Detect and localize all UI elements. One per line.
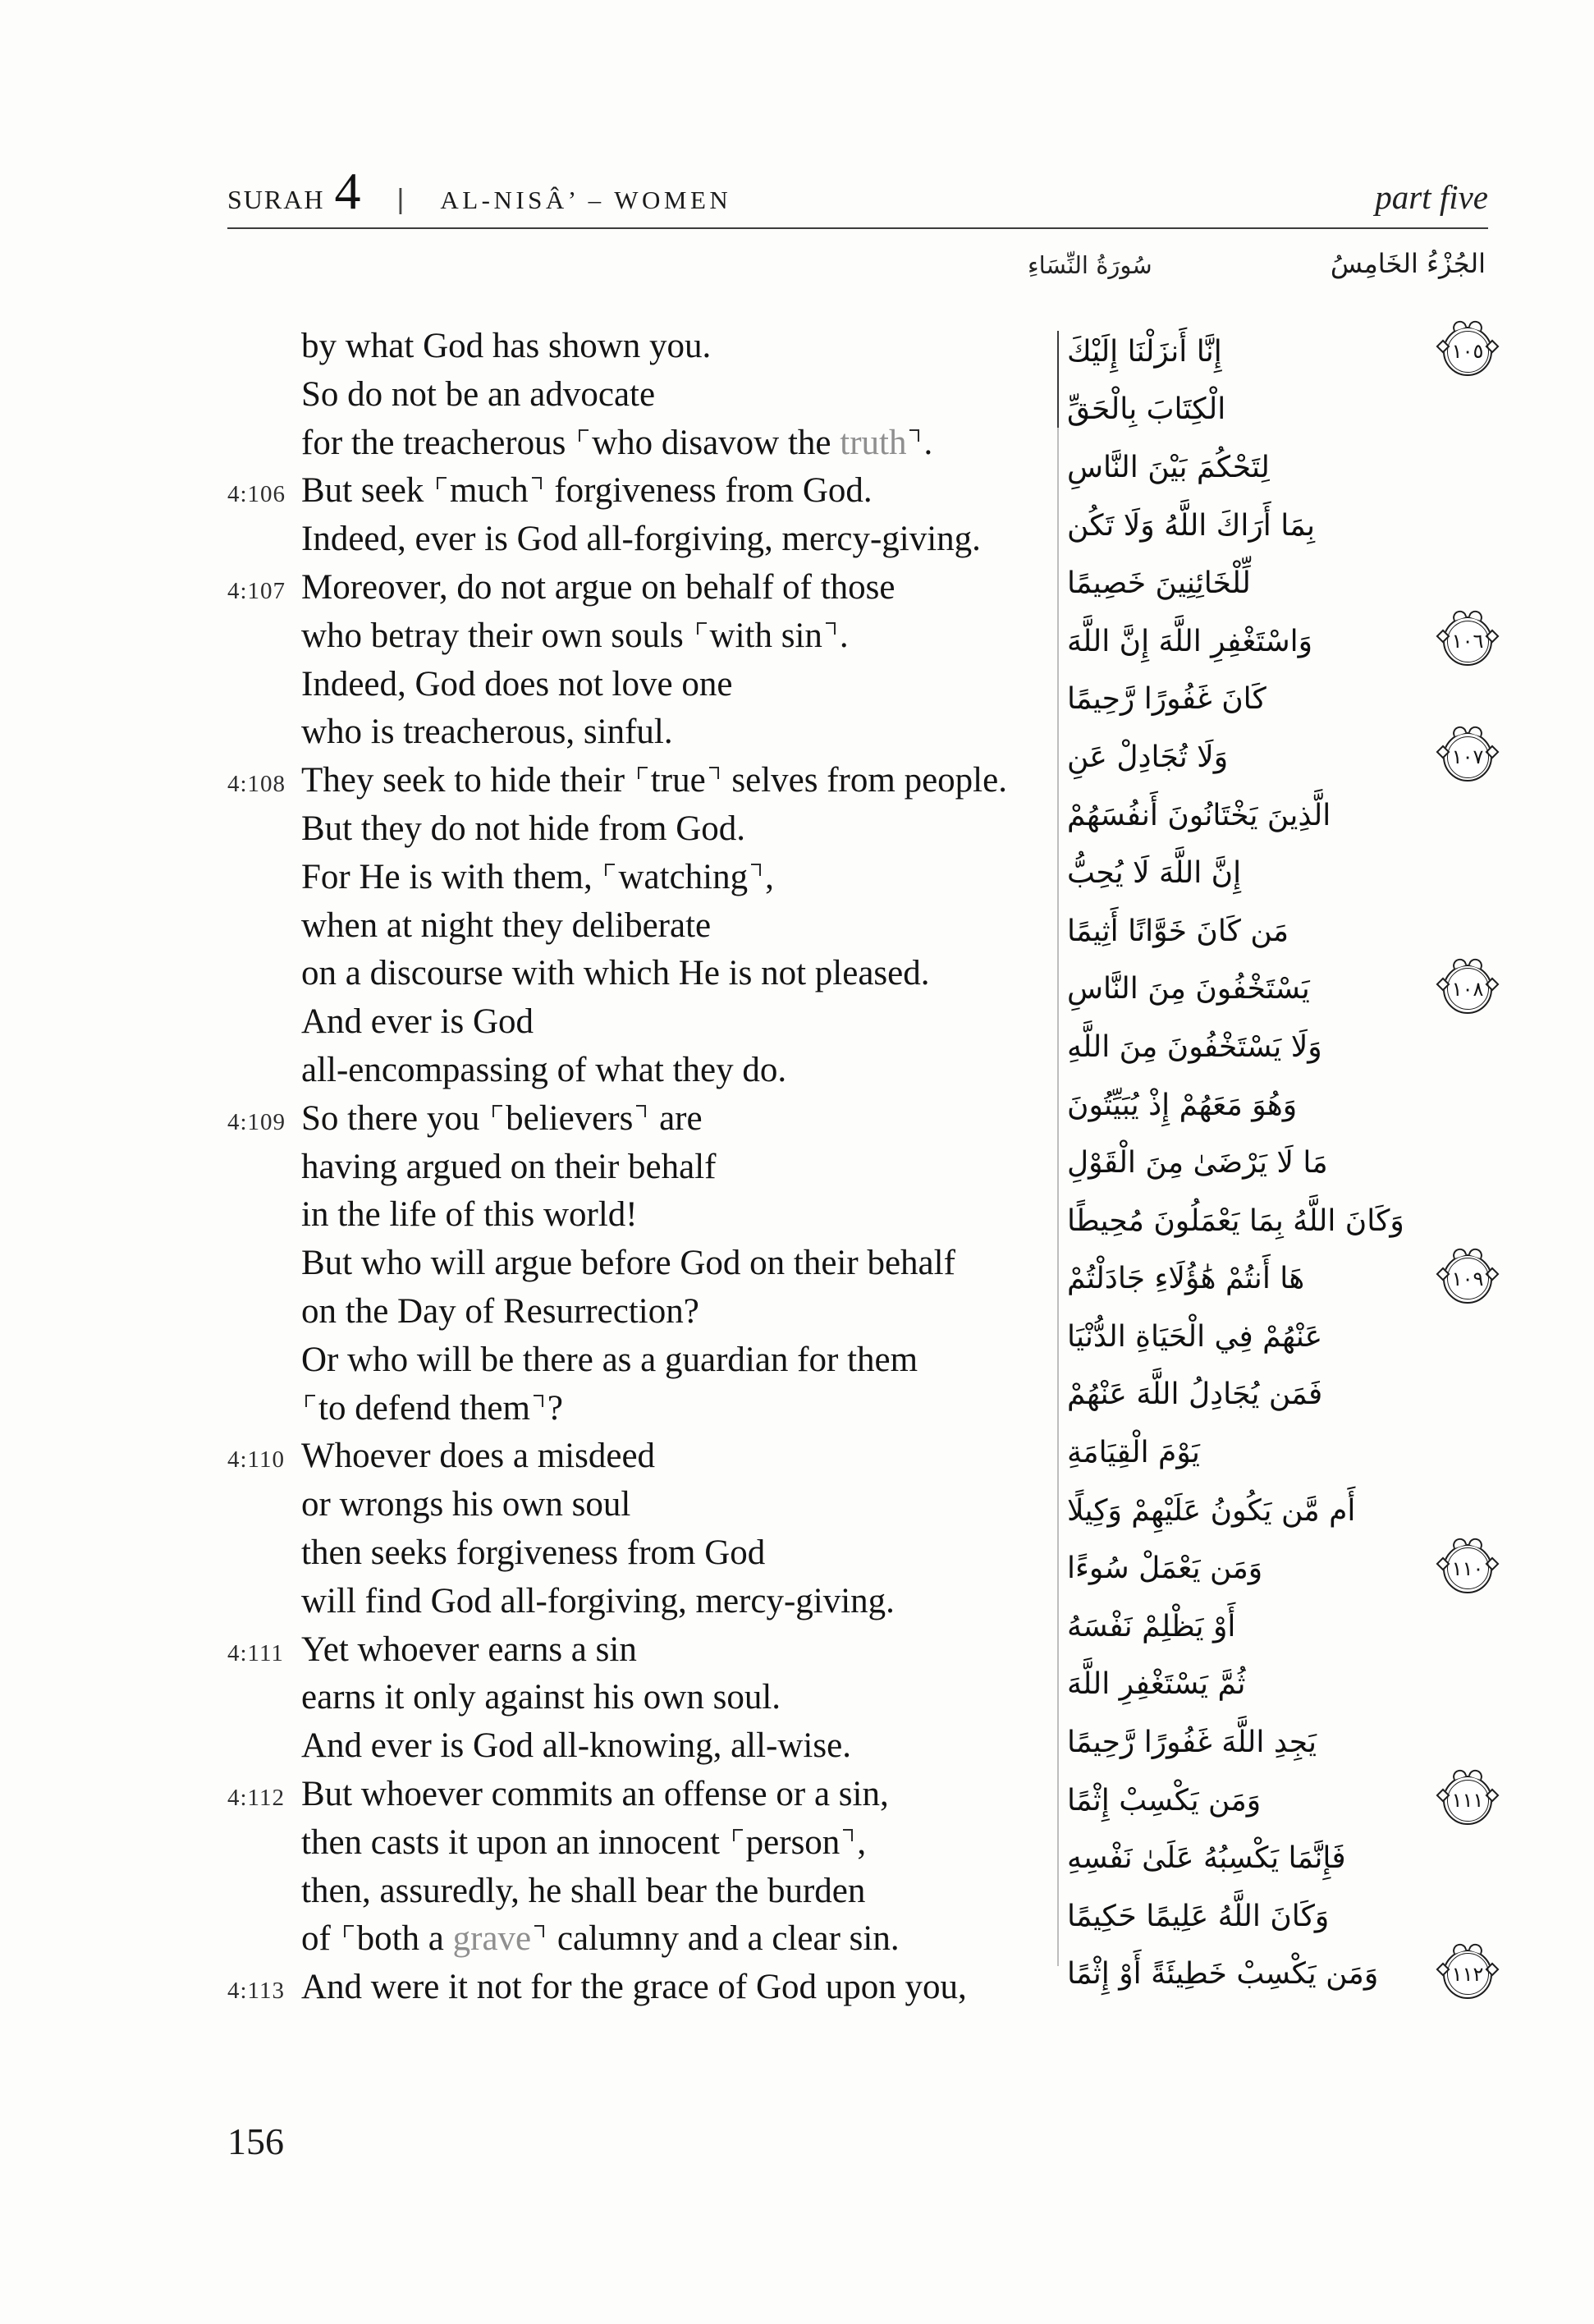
arabic-text: الَّذِينَ يَخْتَانُونَ أَنفُسَهُمْ bbox=[1067, 798, 1331, 832]
english-text bbox=[301, 1291, 699, 1332]
english-line bbox=[227, 1533, 1056, 1581]
text-segment: by what God has shown you. bbox=[301, 327, 712, 365]
half-bracket-open bbox=[305, 1395, 315, 1407]
english-line bbox=[227, 953, 1056, 1002]
text-segment: But who will argue before God on their behalf bbox=[301, 1244, 955, 1283]
half-bracket-open bbox=[492, 1105, 502, 1117]
english-text bbox=[301, 953, 929, 993]
english-text bbox=[301, 1677, 781, 1717]
arabic-line bbox=[1067, 1192, 1404, 1250]
verse-number: 4:108 bbox=[227, 771, 286, 798]
text-segment: both a bbox=[356, 1919, 453, 1959]
english-text bbox=[301, 1967, 967, 2007]
english-line bbox=[227, 423, 1056, 471]
english-text bbox=[301, 1918, 900, 1959]
part-label: part five bbox=[1375, 178, 1488, 216]
half-bracket-close bbox=[534, 1395, 543, 1407]
arabic-line bbox=[1067, 1597, 1372, 1656]
english-text bbox=[301, 1194, 638, 1235]
arabic-line bbox=[1067, 1482, 1372, 1540]
surah-label: SURAH bbox=[227, 185, 325, 214]
english-line bbox=[227, 1291, 1056, 1340]
english-line bbox=[227, 1388, 1056, 1437]
arabic-line bbox=[1067, 1887, 1372, 1946]
arabic-line bbox=[1067, 1250, 1484, 1309]
verse-number: 4:107 bbox=[227, 577, 286, 604]
english-text bbox=[301, 712, 673, 752]
english-line bbox=[227, 1002, 1056, 1050]
arabic-text: الْكِتَابَ بِالْحَقِّ bbox=[1067, 392, 1226, 427]
text-segment: Yet whoever earns a sin bbox=[301, 1630, 637, 1669]
english-line bbox=[227, 567, 1056, 616]
half-bracket-close bbox=[909, 429, 919, 442]
english-line bbox=[227, 905, 1056, 954]
text-segment: believers bbox=[506, 1098, 634, 1138]
text-segment: Indeed, God does not love one bbox=[301, 664, 733, 704]
english-line bbox=[227, 1871, 1056, 1919]
arabic-surah-title: سُورَةُ النِّسَاءِ bbox=[1028, 251, 1152, 279]
english-text bbox=[301, 1147, 716, 1187]
arabic-text: وَكَانَ اللَّهُ عَلِيمًا حَكِيمًا bbox=[1067, 1899, 1330, 1933]
arabic-line bbox=[1067, 497, 1372, 555]
arabic-text: فَمَن يُجَادِلُ اللَّهَ عَنْهُمْ bbox=[1067, 1377, 1323, 1412]
header-rule bbox=[227, 227, 1488, 229]
arabic-text: لِّلْخَائِنِينَ خَصِيمًا bbox=[1067, 566, 1251, 601]
text-segment: So do not be an advocate bbox=[301, 374, 656, 414]
english-text bbox=[301, 1002, 534, 1042]
arabic-line bbox=[1067, 844, 1372, 902]
text-segment: For He is with them, bbox=[301, 857, 602, 896]
english-text bbox=[301, 1774, 889, 1814]
half-bracket-open bbox=[579, 429, 589, 442]
text-segment: then casts it upon an innocent bbox=[301, 1822, 729, 1862]
half-bracket-close bbox=[709, 767, 719, 779]
arabic-text: وَكَانَ اللَّهُ بِمَا يَعْمَلُونَ مُحِيطًا bbox=[1067, 1203, 1404, 1238]
arabic-line bbox=[1067, 381, 1372, 439]
arabic-text: يَجِدِ اللَّهَ غَفُورًا رَّحِيمًا bbox=[1067, 1726, 1317, 1760]
arabic-text: هَا أَنتُمْ هَٰؤُلَاءِ جَادَلْتُمْ bbox=[1067, 1262, 1305, 1296]
arabic-column bbox=[1067, 323, 1484, 2003]
verse-medallion bbox=[1443, 965, 1492, 1014]
english-text bbox=[301, 1436, 655, 1476]
medallion-number: ١١٢ bbox=[1451, 1962, 1484, 1986]
english-text bbox=[301, 1098, 703, 1139]
english-text bbox=[301, 857, 774, 897]
text-segment: all-encompassing of what they do. bbox=[301, 1050, 787, 1089]
half-bracket-close bbox=[843, 1829, 853, 1841]
arabic-text: أَوْ يَظْلِمْ نَفْسَهُ bbox=[1067, 1609, 1236, 1643]
text-segment: Whoever does a misdeed bbox=[301, 1437, 656, 1476]
text-segment: to defend them bbox=[318, 1388, 530, 1428]
half-bracket-open bbox=[733, 1829, 743, 1841]
arabic-text: وَمَن يَعْمَلْ سُوءًا bbox=[1067, 1552, 1263, 1586]
text-segment: who is treacherous, sinful. bbox=[301, 713, 673, 752]
verse-medallion bbox=[1443, 732, 1492, 782]
half-bracket-close bbox=[534, 1925, 544, 1937]
text-segment: forgiveness from God. bbox=[545, 471, 873, 511]
medallion-number: ١٠٩ bbox=[1451, 1267, 1484, 1290]
english-line bbox=[227, 857, 1056, 905]
arabic-text: عَنْهُمْ فِي الْحَيَاةِ الدُّنْيَا bbox=[1067, 1319, 1323, 1354]
arabic-line bbox=[1067, 323, 1484, 381]
text-segment: having argued on their behalf bbox=[301, 1147, 717, 1186]
english-line bbox=[227, 712, 1056, 760]
page-number: 156 bbox=[227, 2120, 284, 2162]
english-line bbox=[227, 1774, 1056, 1822]
text-segment: then seeks forgiveness from God bbox=[301, 1533, 766, 1572]
text-segment: So there you bbox=[301, 1098, 489, 1138]
english-text bbox=[301, 470, 873, 511]
english-text bbox=[301, 423, 932, 463]
arabic-line bbox=[1067, 1946, 1484, 2004]
arabic-line bbox=[1067, 1134, 1372, 1192]
text-segment: ? bbox=[547, 1388, 564, 1428]
arabic-text: مَن كَانَ خَوَّانًا أَثِيمًا bbox=[1067, 914, 1289, 948]
arabic-text: إِنَّا أَنزَلْنَا إِلَيْكَ bbox=[1067, 334, 1222, 369]
english-line bbox=[227, 1918, 1056, 1967]
text-segment: much bbox=[450, 471, 529, 511]
english-line bbox=[227, 1726, 1056, 1774]
arabic-line bbox=[1067, 1076, 1372, 1134]
text-segment: who betray their own souls bbox=[301, 616, 693, 655]
text-segment: then, assuredly, he shall bear the burden bbox=[301, 1871, 866, 1910]
verse-medallion bbox=[1443, 1544, 1492, 1593]
text-segment: of bbox=[301, 1919, 340, 1959]
english-text bbox=[301, 616, 849, 656]
english-line bbox=[227, 374, 1056, 423]
english-line bbox=[227, 326, 1056, 374]
text-segment: for the treacherous bbox=[301, 423, 575, 462]
english-text bbox=[301, 1484, 630, 1524]
english-text bbox=[301, 809, 745, 849]
english-text bbox=[301, 1822, 866, 1863]
surah-number: 4 bbox=[334, 162, 361, 220]
text-segment: true bbox=[650, 761, 706, 800]
english-column bbox=[227, 326, 1056, 2015]
verse-medallion bbox=[1443, 1254, 1492, 1304]
arabic-line bbox=[1067, 960, 1484, 1019]
verse-number: 4:112 bbox=[227, 1784, 285, 1811]
header-separator: | bbox=[396, 184, 405, 215]
gray-word: truth bbox=[840, 423, 907, 462]
arabic-line bbox=[1067, 1308, 1372, 1366]
english-text bbox=[301, 1533, 765, 1573]
english-line bbox=[227, 1050, 1056, 1098]
text-segment: And ever is God all-knowing, all-wise. bbox=[301, 1726, 851, 1766]
verse-medallion bbox=[1443, 1950, 1492, 1999]
verse-number: 4:113 bbox=[227, 1978, 285, 2005]
english-line bbox=[227, 1822, 1056, 1871]
arabic-line bbox=[1067, 786, 1372, 845]
english-text bbox=[301, 760, 1007, 800]
verse-medallion bbox=[1443, 1776, 1492, 1825]
arabic-text: ثُمَّ يَسْتَغْفِرِ اللَّهَ bbox=[1067, 1667, 1246, 1702]
arabic-text: وَمَن يَكْسِبْ إِثْمًا bbox=[1067, 1783, 1262, 1817]
arabic-text: وَاسْتَغْفِرِ اللَّهَ إِنَّ اللَّهَ bbox=[1067, 624, 1313, 658]
half-bracket-open bbox=[638, 767, 648, 779]
text-segment: are bbox=[650, 1098, 703, 1138]
english-text bbox=[301, 1050, 786, 1090]
text-segment: selves from people. bbox=[722, 761, 1007, 800]
arabic-line bbox=[1067, 1772, 1484, 1830]
medallion-number: ١٠٨ bbox=[1451, 977, 1484, 1001]
half-bracket-open bbox=[344, 1925, 354, 1937]
page-header bbox=[227, 161, 1488, 222]
surah-name: AL-NISÂ’ – WOMEN bbox=[440, 186, 732, 214]
verse-number: 4:111 bbox=[227, 1639, 284, 1666]
english-text bbox=[301, 1630, 637, 1670]
text-segment: will find God all-forgiving, mercy-giving. bbox=[301, 1581, 895, 1620]
half-bracket-open bbox=[437, 477, 447, 489]
text-segment: They seek to hide their bbox=[301, 761, 634, 800]
text-segment: person bbox=[745, 1822, 841, 1862]
english-line bbox=[227, 1967, 1056, 2015]
arabic-text: وَلَا تُجَادِلْ عَنِ bbox=[1067, 740, 1229, 774]
english-text bbox=[301, 567, 895, 607]
english-text bbox=[301, 905, 711, 946]
arabic-line bbox=[1067, 728, 1484, 786]
arabic-text: بِمَا أَرَاكَ اللَّهُ وَلَا تَكُن bbox=[1067, 508, 1316, 543]
medallion-number: ١٠٧ bbox=[1451, 745, 1484, 769]
english-line bbox=[227, 470, 1056, 519]
verse-number: 4:106 bbox=[227, 481, 286, 508]
arabic-text: وَمَن يَكْسِبْ خَطِيئَةً أَوْ إِثْمًا bbox=[1067, 1957, 1379, 1992]
verse-number: 4:109 bbox=[227, 1108, 286, 1135]
text-segment: And ever is God bbox=[301, 1002, 534, 1042]
english-text bbox=[301, 519, 981, 559]
text-segment: when at night they deliberate bbox=[301, 905, 712, 945]
arabic-text: فَإِنَّمَا يَكْسِبُهُ عَلَىٰ نَفْسِهِ bbox=[1067, 1841, 1346, 1876]
arabic-text: لِتَحْكُمَ بَيْنَ النَّاسِ bbox=[1067, 450, 1270, 484]
half-bracket-open bbox=[605, 864, 615, 876]
arabic-text: وَلَا يَسْتَخْفُونَ مِنَ اللَّهِ bbox=[1067, 1029, 1322, 1064]
text-segment: in the life of this world! bbox=[301, 1195, 638, 1235]
arabic-line bbox=[1067, 1656, 1372, 1714]
half-bracket-close bbox=[532, 477, 542, 489]
medallion-number: ١١١ bbox=[1451, 1789, 1484, 1813]
english-text bbox=[301, 1243, 955, 1283]
text-segment: on a discourse with which He is not pleased. bbox=[301, 954, 930, 993]
medallion-number: ١٠٦ bbox=[1451, 630, 1484, 653]
english-line bbox=[227, 519, 1056, 567]
half-bracket-close bbox=[826, 622, 836, 635]
text-segment: But seek bbox=[301, 471, 433, 511]
verse-medallion bbox=[1443, 327, 1492, 376]
arabic-text: يَسْتَخْفُونَ مِنَ النَّاسِ bbox=[1067, 972, 1310, 1006]
arabic-text: يَوْمَ الْقِيَامَةِ bbox=[1067, 1436, 1200, 1470]
verse-number: 4:110 bbox=[227, 1446, 285, 1474]
arabic-line bbox=[1067, 438, 1372, 497]
english-line bbox=[227, 1147, 1056, 1195]
arabic-line bbox=[1067, 902, 1372, 960]
half-bracket-open bbox=[697, 622, 707, 635]
arabic-line bbox=[1067, 671, 1372, 729]
english-text bbox=[301, 1726, 851, 1766]
text-segment: But they do not hide from God. bbox=[301, 809, 746, 848]
arabic-line bbox=[1067, 554, 1372, 612]
english-line bbox=[227, 1677, 1056, 1726]
column-divider bbox=[1057, 331, 1059, 1966]
medallion-number: ١٠٥ bbox=[1451, 340, 1484, 364]
gray-word: grave bbox=[452, 1919, 532, 1959]
arabic-line bbox=[1067, 1539, 1484, 1597]
text-segment: , bbox=[857, 1822, 867, 1862]
arabic-line bbox=[1067, 612, 1484, 671]
english-line bbox=[227, 1098, 1056, 1147]
english-text bbox=[301, 1340, 918, 1380]
english-line bbox=[227, 664, 1056, 713]
english-line bbox=[227, 1436, 1056, 1484]
english-line bbox=[227, 1630, 1056, 1678]
text-segment: earns it only against his own soul. bbox=[301, 1678, 781, 1717]
text-segment: with sin bbox=[709, 616, 822, 655]
text-segment: . bbox=[839, 616, 849, 655]
text-segment: But whoever commits an offense or a sin, bbox=[301, 1774, 889, 1813]
english-line bbox=[227, 809, 1056, 857]
medallion-number: ١١٠ bbox=[1451, 1556, 1484, 1580]
text-segment: And were it not for the grace of God upon you, bbox=[301, 1968, 967, 2007]
text-segment: Moreover, do not argue on behalf of those bbox=[301, 567, 895, 607]
english-line bbox=[227, 1243, 1056, 1291]
arabic-text: مَا لَا يَرْضَىٰ مِنَ الْقَوْلِ bbox=[1067, 1146, 1328, 1180]
english-text bbox=[301, 374, 655, 415]
english-line bbox=[227, 1581, 1056, 1630]
english-line bbox=[227, 1340, 1056, 1388]
arabic-text: إِنَّ اللَّهَ لَا يُحِبُّ bbox=[1067, 856, 1242, 891]
text-segment: , bbox=[765, 857, 774, 896]
english-line bbox=[227, 616, 1056, 664]
arabic-line bbox=[1067, 1018, 1372, 1076]
text-segment: Indeed, ever is God all-forgiving, mercy-giving. bbox=[301, 520, 981, 559]
half-bracket-close bbox=[751, 864, 761, 876]
half-bracket-close bbox=[636, 1105, 646, 1117]
arabic-line bbox=[1067, 1423, 1372, 1482]
arabic-text: كَانَ غَفُورًا رَّحِيمًا bbox=[1067, 682, 1266, 717]
english-text bbox=[301, 664, 732, 704]
english-line bbox=[227, 760, 1056, 809]
english-text bbox=[301, 1871, 865, 1911]
arabic-juz-title: الجُزْءُ الخَامِسُ bbox=[1330, 248, 1486, 279]
arabic-line bbox=[1067, 1366, 1372, 1424]
text-segment: or wrongs his own soul bbox=[301, 1485, 631, 1524]
text-segment: calumny and a clear sin. bbox=[548, 1919, 900, 1959]
english-line bbox=[227, 1194, 1056, 1243]
english-text bbox=[301, 326, 711, 366]
english-text bbox=[301, 1388, 563, 1428]
english-line bbox=[227, 1484, 1056, 1533]
text-segment: Or who will be there as a guardian for them bbox=[301, 1340, 918, 1379]
english-text bbox=[301, 1581, 895, 1621]
text-segment: who disavow the bbox=[592, 423, 841, 462]
arabic-text: وَهُوَ مَعَهُمْ إِذْ يُبَيِّتُونَ bbox=[1067, 1088, 1298, 1122]
text-segment: . bbox=[923, 423, 933, 462]
verse-medallion bbox=[1443, 617, 1492, 666]
text-segment: watching bbox=[618, 857, 749, 896]
arabic-line bbox=[1067, 1829, 1372, 1887]
text-segment: on the Day of Resurrection? bbox=[301, 1291, 699, 1331]
arabic-line bbox=[1067, 1713, 1372, 1772]
arabic-text: أَم مَّن يَكُونُ عَلَيْهِمْ وَكِيلًا bbox=[1067, 1493, 1356, 1528]
